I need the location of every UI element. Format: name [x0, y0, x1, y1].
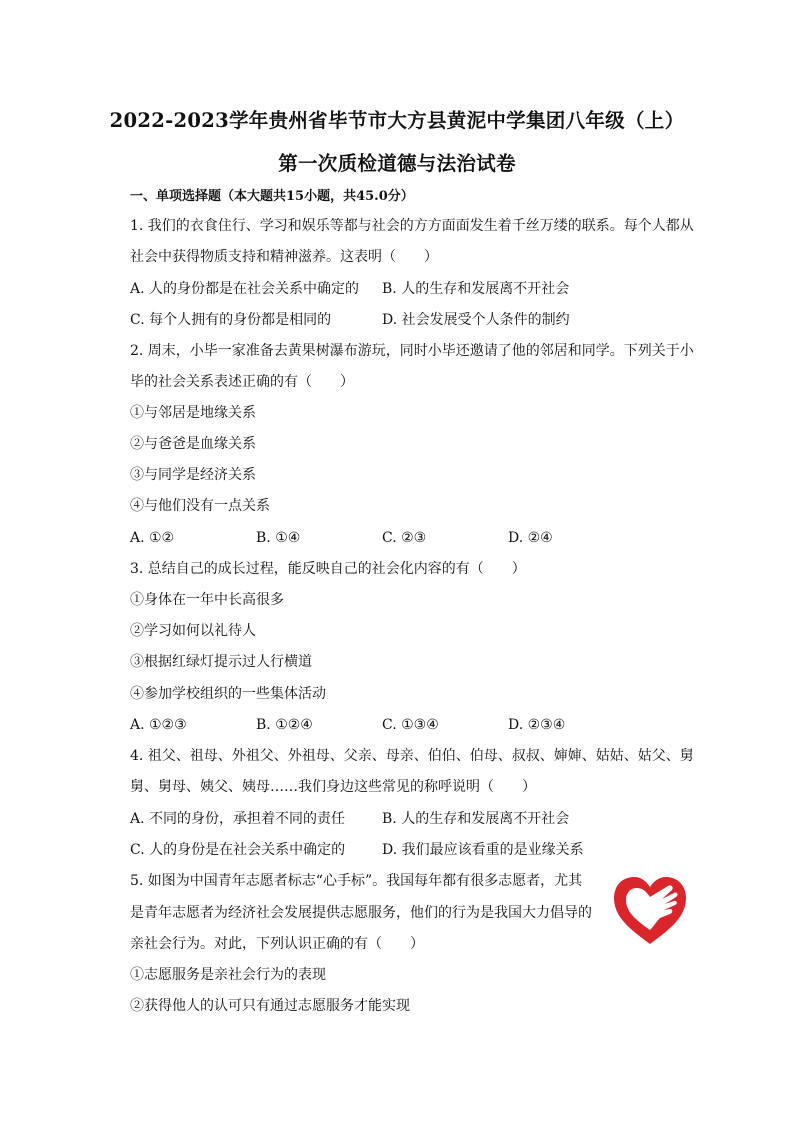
q1-option-b: B. 人的生存和发展离不开社会: [382, 281, 570, 297]
q1-stem-line2: 社会中获得物质支持和精神滋养。这表明（ ）: [130, 249, 438, 265]
q4-option-c: C. 人的身份是在社会关系中确定的: [130, 842, 346, 858]
q3-statement-4: ④参加学校组织的一些集体活动: [130, 686, 326, 702]
q2-option-d: D. ②④: [508, 530, 553, 546]
q4-option-d: D. 我们最应该看重的是业缘关系: [382, 842, 584, 858]
q3-statement-3: ③根据红绿灯提示过人行横道: [130, 654, 312, 670]
q2-option-c: C. ②③: [382, 530, 427, 546]
q2-option-b: B. ①④: [256, 530, 301, 546]
q2-statement-1: ①与邻居是地缘关系: [130, 405, 256, 421]
q3-option-b: B. ①②④: [256, 717, 313, 733]
q2-statement-3: ③与同学是经济关系: [130, 467, 256, 483]
q1-option-c: C. 每个人拥有的身份都是相同的: [130, 312, 332, 328]
q4-stem-line1: 4. 祖父、祖母、外祖父、外祖母、父亲、母亲、伯伯、伯母、叔叔、婶婶、姑姑、姑父、舅: [130, 748, 694, 764]
q3-statement-2: ②学习如何以礼待人: [130, 623, 256, 639]
q3-option-a: A. ①②③: [130, 717, 187, 733]
q3-option-c: C. ①③④: [382, 717, 439, 733]
q1-option-a: A. 人的身份都是在社会关系中确定的: [130, 281, 360, 297]
q4-option-b: B. 人的生存和发展离不开社会: [382, 811, 570, 827]
q2-statement-4: ④与他们没有一点关系: [130, 498, 270, 514]
q2-statement-2: ②与爸爸是血缘关系: [130, 436, 256, 452]
q1-stem-line1: 1. 我们的衣食住行、学习和娱乐等都与社会的方方面面发生着千丝万缕的联系。每个人都从: [130, 218, 694, 234]
exam-title-line1: 2022-2023学年贵州省毕节市大方县黄泥中学集团八年级（上）: [109, 109, 685, 132]
q3-option-d: D. ②③④: [508, 717, 566, 733]
heart-hand-icon: [610, 872, 690, 948]
q5-statement-2: ②获得他人的认可只有通过志愿服务才能实现: [130, 998, 410, 1014]
q2-stem-line1: 2. 周末，小毕一家准备去黄果树瀑布游玩，同时小毕还邀请了他的邻居和同学。下列关于小: [130, 343, 694, 359]
q5-statement-1: ①志愿服务是亲社会行为的表现: [130, 967, 326, 983]
q4-option-a: A. 不同的身份，承担着不同的责任: [130, 811, 346, 827]
q5-stem-line1: 5. 如图为中国青年志愿者标志“心手标”。我国每年都有很多志愿者，尤其: [130, 873, 583, 889]
exam-title-line2: 第一次质检道德与法治试卷: [278, 152, 516, 175]
q3-statement-1: ①身体在一年中长高很多: [130, 592, 284, 608]
q5-stem-line2: 是青年志愿者为经济社会发展提供志愿服务，他们的行为是我国大力倡导的: [130, 905, 592, 921]
q4-stem-line2: 舅、舅母、姨父、姨母……我们身边这些常见的称呼说明（ ）: [130, 779, 536, 795]
q5-stem-line3: 亲社会行为。对此，下列认识正确的有（ ）: [130, 936, 424, 952]
q2-stem-line2: 毕的社会关系表述正确的有（ ）: [130, 374, 354, 390]
q2-option-a: A. ①②: [130, 530, 175, 546]
q1-option-d: D. 社会发展受个人条件的制约: [382, 312, 570, 328]
section-header: 一、单项选择题（本大题共15小题，共45.0分）: [130, 189, 414, 204]
q3-stem-line1: 3. 总结自己的成长过程，能反映自己的社会化内容的有（ ）: [130, 561, 526, 577]
